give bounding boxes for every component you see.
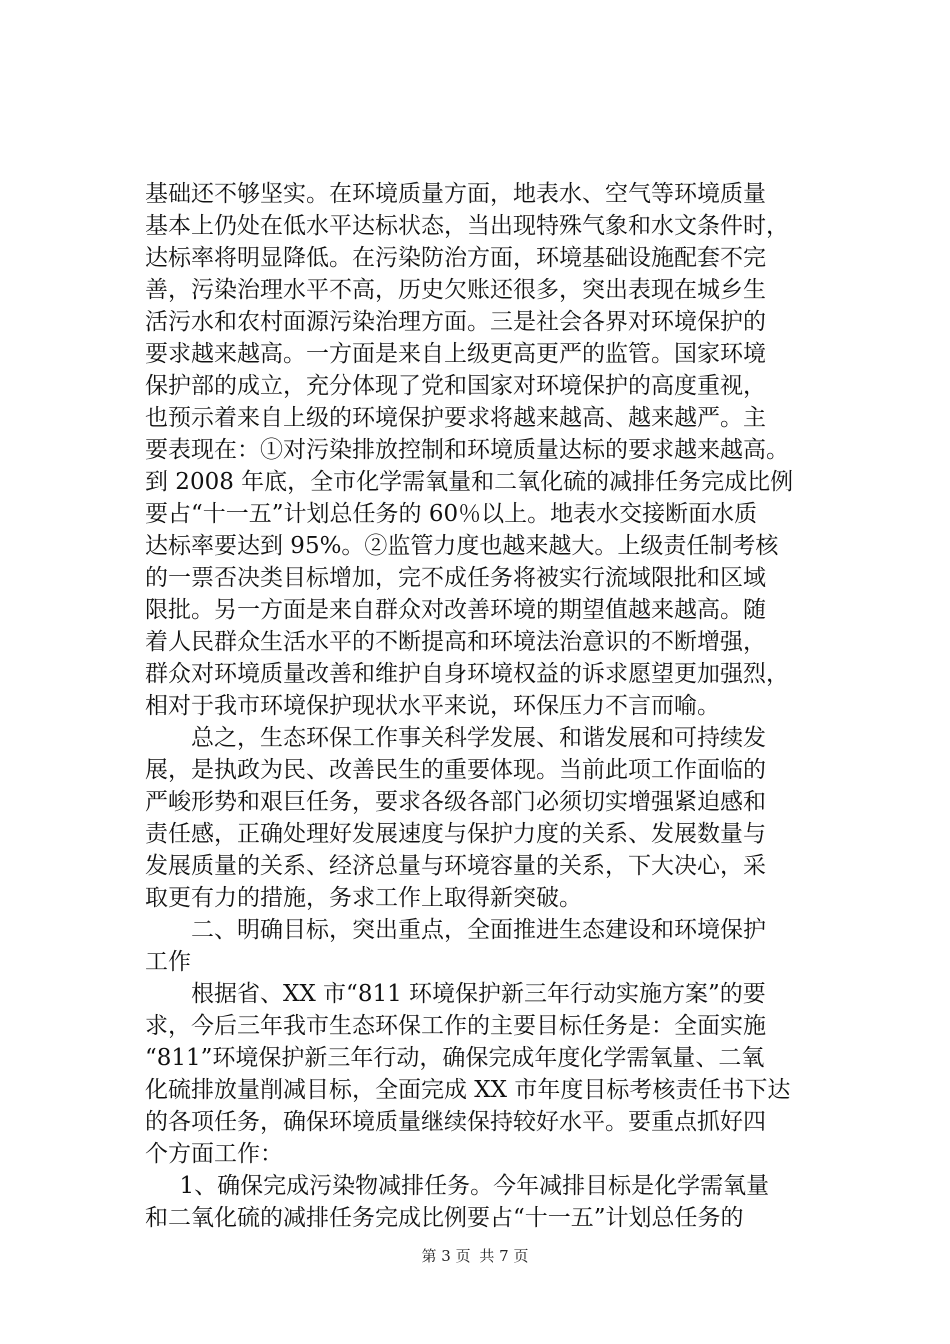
text-line: “811”环境保护新三年行动，确保完成年度化学需氧量、二氧 bbox=[145, 1045, 765, 1071]
text-line: 总之，生态环保工作事关科学发展、和谐发展和可持续发 bbox=[191, 725, 766, 751]
text-line: 1、确保完成污染物减排任务。今年减排目标是化学需氧量 bbox=[179, 1173, 770, 1199]
text-line: 展，是执政为民、改善民生的重要体现。当前此项工作面临的 bbox=[145, 757, 766, 783]
text-line: 取更有力的措施，务求工作上取得新突破。 bbox=[145, 885, 582, 911]
text-line: 化硫排放量削减目标，全面完成 XX 市年度目标考核责任书下达 bbox=[145, 1077, 791, 1103]
text-line: 根据省、XX 市“811 环境保护新三年行动实施方案”的要 bbox=[191, 981, 766, 1007]
text-line: 活污水和农村面源污染治理方面。三是社会各界对环境保护的 bbox=[145, 309, 766, 335]
text-line: 和二氧化硫的减排任务完成比例要占“十一五”计划总任务的 bbox=[145, 1205, 744, 1231]
text-line: 严峻形势和艰巨任务，要求各级各部门必须切实增强紧迫感和 bbox=[145, 789, 766, 815]
text-line: 相对于我市环境保护现状水平来说，环保压力不言而喻。 bbox=[145, 693, 720, 719]
body-text bbox=[145, 178, 835, 1234]
text-line: 要求越来越高。一方面是来自上级更高更严的监管。国家环境 bbox=[145, 341, 766, 367]
text-line: 基础还不够坚实。在环境质量方面，地表水、空气等环境质量 bbox=[145, 181, 766, 207]
text-line: 发展质量的关系、经济总量与环境容量的关系，下大决心，采 bbox=[145, 853, 766, 879]
text-line: 着人民群众生活水平的不断提高和环境法治意识的不断增强， bbox=[145, 629, 766, 655]
text-line: 要占“十一五”计划总任务的 60％以上。地表水交接断面水质 bbox=[145, 501, 758, 527]
text-line: 工作 bbox=[145, 949, 191, 975]
text-line: 责任感，正确处理好发展速度与保护力度的关系、发展数量与 bbox=[145, 821, 766, 847]
text-line: 保护部的成立，充分体现了党和国家对环境保护的高度重视， bbox=[145, 373, 766, 399]
page-footer bbox=[0, 1246, 950, 1266]
page-total: 共 7 页 bbox=[479, 1247, 529, 1265]
text-line: 群众对环境质量改善和维护自身环境权益的诉求愿望更加强烈， bbox=[145, 661, 789, 687]
text-line: 二、明确目标，突出重点，全面推进生态建设和环境保护 bbox=[191, 917, 766, 943]
text-line: 达标率要达到 95%。②监管力度也越来越大。上级责任制考核 bbox=[145, 533, 779, 559]
text-line: 达标率将明显降低。在污染防治方面，环境基础设施配套不完 bbox=[145, 245, 766, 271]
text-line: 的一票否决类目标增加，完不成任务将被实行流域限批和区域 bbox=[145, 565, 766, 591]
text-line: 的各项任务，确保环境质量继续保持较好水平。要重点抓好四 bbox=[145, 1109, 766, 1135]
text-line: 到 2008 年底，全市化学需氧量和二氧化硫的减排任务完成比例 bbox=[145, 469, 794, 495]
text-line: 善，污染治理水平不高，历史欠账还很多，突出表现在城乡生 bbox=[145, 277, 766, 303]
text-line: 个方面工作： bbox=[145, 1141, 283, 1167]
text-line: 基本上仍处在低水平达标状态，当出现特殊气象和水文条件时， bbox=[145, 213, 789, 239]
page-number: 第 3 页 bbox=[421, 1247, 471, 1265]
text-line: 求，今后三年我市生态环保工作的主要目标任务是：全面实施 bbox=[145, 1013, 766, 1039]
text-line: 也预示着来自上级的环境保护要求将越来越高、越来越严。主 bbox=[145, 405, 766, 431]
text-line: 限批。另一方面是来自群众对改善环境的期望值越来越高。随 bbox=[145, 597, 766, 623]
text-line: 要表现在：①对污染排放控制和环境质量达标的要求越来越高。 bbox=[145, 437, 789, 463]
